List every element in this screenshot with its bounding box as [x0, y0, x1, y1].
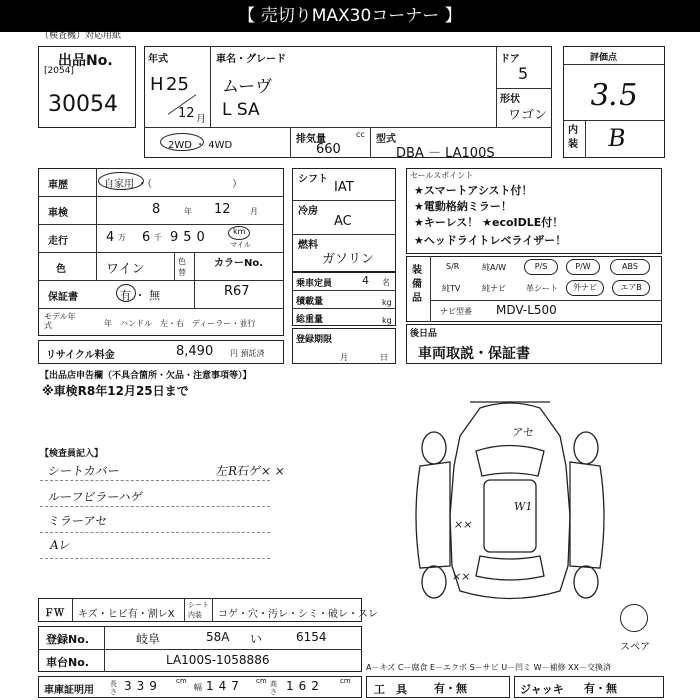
car-name-label: 車名・グレード [216, 54, 286, 65]
top-note: （検査機）対応用紙 [40, 31, 122, 41]
mileage-man-unit: 万 [118, 233, 126, 242]
model-year-row: 年 ハンドル 左・右 ディーラー・並行 [104, 319, 256, 328]
equip-abs: ABS [610, 259, 650, 275]
capacity-unit: 名 [382, 278, 390, 287]
warranty-value: 有 ・ 無 [120, 289, 160, 302]
mileage-man: 4 [106, 230, 115, 245]
equip-ext-navi: 外ナビ [566, 280, 604, 296]
lot-label: 出品No. [58, 53, 113, 69]
ac-label: 冷房 [298, 206, 318, 217]
history-label: 車歴 [48, 180, 68, 191]
equip-sr: S/R [446, 262, 460, 271]
chassis-label: 車台No. [46, 656, 89, 669]
chassis-number: LA100S-1058886 [166, 653, 270, 667]
capacity-value: 4 [362, 274, 369, 287]
model-code: DBA － LA100S [396, 146, 495, 161]
interior-value: B [606, 124, 628, 152]
model-year-label: モデル年式 [44, 312, 76, 330]
shift-value: IAT [334, 180, 354, 195]
mileage-sen: 6 [142, 230, 151, 245]
capacity-label: 乗車定員 [296, 279, 333, 289]
recycle-label: リサイクル料金 [46, 350, 115, 361]
load-unit: kg [382, 298, 392, 307]
windshield [476, 446, 544, 477]
displacement-label: 排気量 [296, 134, 326, 145]
interior-label: 内装 [568, 125, 578, 150]
equip-tv: 純TV [442, 284, 461, 293]
equip-pw: P/W [566, 259, 600, 275]
fuel-label: 燃料 [298, 240, 318, 251]
era: H [150, 74, 164, 95]
inspection-year-unit: 年 [184, 207, 192, 216]
rear-right-wheel [574, 566, 598, 598]
sales-point-3: ★キーレス！ ★ecoIDLE付！ [414, 216, 564, 229]
jack-value: 有・無 [584, 682, 617, 695]
equip-ps: P/S [524, 259, 558, 275]
weight-unit: kg [382, 316, 392, 325]
fw-label: ＦＷ [44, 608, 64, 619]
sales-point-2: ★電動格納ミラー！ [414, 200, 512, 213]
history-value: 自家用 ・（ ） [104, 179, 243, 190]
rear-window [476, 556, 544, 580]
car-name: ムーヴ [222, 77, 273, 97]
left-side [416, 462, 450, 568]
tools-label: 工 具 [374, 683, 407, 696]
navi-label: ナビ型番 [440, 307, 472, 316]
reg-area: 岐阜 [136, 632, 161, 646]
inspection-month-unit: 月 [250, 207, 258, 216]
mark-xx-2: ×× [451, 570, 472, 583]
inspector-line-4: Aレ [48, 538, 72, 552]
notes-title: 【出品店申告欄（不具合箇所・欠品・注意事項等）】 [40, 371, 252, 381]
shift-label: シフト [298, 174, 328, 185]
mark-w1: W1 [513, 500, 534, 513]
spare-tire-icon [620, 604, 648, 632]
front-right-wheel [574, 432, 598, 464]
inspector-label: 【検査員記入】 [40, 449, 104, 459]
fw-value: キズ・ヒビ有・割レX [78, 609, 175, 620]
inspection-year: 8 [152, 202, 161, 217]
after-value: 車両取説・保証書 [418, 346, 530, 362]
reg-number: 6154 [296, 630, 327, 644]
inspection-month: 12 [214, 202, 231, 217]
length-unit: cm [176, 677, 187, 685]
notes-text: ※車検R8年12月25日まで [42, 384, 189, 398]
shape-value: ワゴン [508, 108, 548, 123]
mileage-sen-unit: 千 [154, 233, 162, 242]
recycle-unit: 円 預託済 [230, 349, 265, 358]
seat-label: シート内装 [188, 601, 209, 619]
title-banner: 【 売切りMAX30コーナー 】 [0, 0, 700, 32]
fuel-value: ガソリン [322, 252, 375, 267]
length-value: 339 [124, 679, 162, 693]
mileage-label: 走行 [48, 236, 68, 247]
score-value: 3.5 [587, 78, 641, 113]
color-label: 色 [56, 264, 66, 275]
inspection-label: 車検 [48, 208, 68, 219]
door-label: ドア [500, 54, 520, 65]
front-left-wheel [422, 432, 446, 464]
height-value: 162 [286, 679, 324, 693]
equip-navi: 純ナビ [482, 284, 506, 293]
drive: 2WD ・ 4WD [168, 140, 233, 151]
model-label: 型式 [376, 134, 396, 145]
displacement-unit: cc [356, 130, 365, 139]
month-value: 12 [178, 106, 195, 121]
color-value: ワイン [106, 262, 145, 277]
reg-class: 58A [206, 630, 230, 644]
color-no-label: カラーNo. [214, 258, 264, 269]
width-unit: cm [256, 677, 267, 685]
tools-value: 有・無 [434, 682, 467, 695]
grade: L SA [222, 100, 260, 120]
jack-label: ジャッキ [520, 683, 564, 696]
warranty-label: 保証書 [48, 292, 78, 303]
weight-label: 総重量 [296, 315, 324, 325]
roof [484, 480, 536, 552]
car-diagram [410, 396, 610, 611]
displacement: 660 [316, 142, 341, 157]
color-no: R67 [224, 284, 250, 299]
reg-period-label: 登録期限 [296, 335, 333, 345]
km-unit: km [233, 227, 246, 236]
lot-number: 30054 [48, 92, 118, 117]
right-side [570, 462, 604, 568]
rear-left-wheel [422, 566, 446, 598]
sales-point-1: ★スマートアシスト付！ [414, 184, 533, 197]
doors-value: 5 [518, 64, 529, 83]
width-label: 幅 [194, 683, 202, 692]
cert-label: 車庫証明用 [44, 685, 94, 696]
mark-ase: アセ [511, 426, 535, 439]
year-value: 25 [166, 74, 189, 95]
mark-xx-1: ×× [453, 518, 474, 531]
month-unit: 月 [196, 114, 206, 125]
sales-label: セールスポイント [410, 171, 474, 180]
seat-value: コゲ・穴・汚レ・シミ・破レ・スレ [218, 609, 378, 620]
height-unit: cm [340, 677, 351, 685]
damage-legend: A－キズ C－腐食 E－エクボ S－サビ U－凹ミ W－補修 XX－交換済 [366, 663, 612, 672]
year-label: 年式 [148, 54, 168, 65]
after-label: 後日品 [410, 329, 438, 339]
ac-value: AC [334, 214, 352, 229]
width-value: 147 [206, 679, 244, 693]
sales-point-4: ★ヘッドライトレベライザー！ [414, 234, 567, 247]
spare-label: スペア [620, 642, 650, 653]
inspector-line-3: ミラーアセ [46, 514, 109, 528]
height-label: 高さ [270, 680, 277, 696]
equip-alloy: 純A/W [482, 263, 507, 272]
navi-model: MDV-L500 [496, 303, 557, 317]
inspector-right-note: 左R石ゲ× × [214, 464, 286, 478]
lot-small: [2054] [44, 66, 74, 76]
equip-leather: 革シート [526, 284, 558, 293]
equip-airbag: エアB [612, 280, 650, 296]
score-label: 評価点 [590, 53, 618, 63]
load-label: 積載量 [296, 297, 324, 307]
equipment-label: 装備品 [412, 265, 422, 304]
color-change: 色替 [178, 257, 186, 277]
recycle-value: 8,490 [176, 344, 214, 359]
mile-unit: マイル [230, 241, 251, 249]
length-label: 長さ [110, 680, 117, 696]
reg-kana: い [250, 632, 263, 646]
mileage-rest: 950 [170, 230, 210, 245]
reg-day: 日 [380, 353, 388, 362]
reg-no-label: 登録No. [46, 633, 89, 646]
shape-label: 形状 [500, 94, 520, 105]
reg-month: 月 [340, 353, 348, 362]
inspector-line-1: シートカバー [46, 464, 121, 478]
inspector-line-2: ルーフビラーハゲ [46, 490, 144, 504]
